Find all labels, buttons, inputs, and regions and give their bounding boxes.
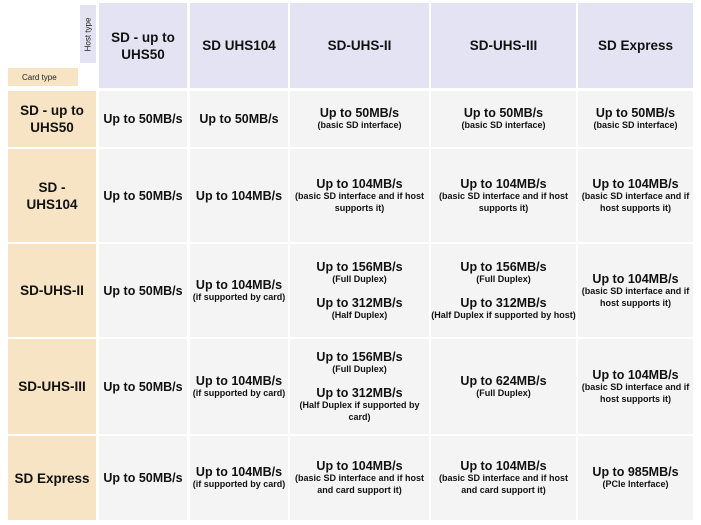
speed-value: Up to 104MB/s: [195, 188, 283, 203]
speed-value: Up to 50MB/s: [103, 471, 183, 485]
host-type-label: Host type: [80, 5, 96, 63]
row-header: SD - up to UHS50: [8, 91, 96, 147]
speed-note: (Full Duplex): [476, 273, 531, 284]
cell-content: [193, 466, 286, 490]
column-header: SD Express: [578, 3, 693, 88]
speed-note: (PCIe Interface): [602, 479, 669, 489]
cell-content: [316, 261, 402, 321]
table-cell: [99, 436, 187, 520]
speed-note: (if supported by card): [192, 387, 286, 398]
speed-note: (basic SD interface): [593, 120, 678, 130]
speed-note: (basic SD interface): [317, 120, 402, 130]
speed-value: Up to 104MB/s: [195, 277, 283, 292]
table-cell: [431, 436, 576, 520]
cell-content: [103, 190, 182, 202]
table-cell: [99, 91, 187, 147]
cell-content: [103, 285, 182, 297]
cell-content: [103, 472, 182, 484]
table-cell: [431, 91, 576, 147]
speed-note: (Full Duplex): [332, 363, 387, 374]
speed-value: Up to 104MB/s: [460, 459, 547, 473]
speed-value: Up to 156MB/s: [316, 349, 403, 364]
cell-content: [578, 273, 693, 309]
speed-value: Up to 312MB/s: [316, 295, 403, 310]
cell-content: [578, 369, 693, 405]
table-cell: [578, 91, 693, 147]
speed-value: Up to 312MB/s: [316, 385, 403, 400]
table-cell: [190, 244, 288, 337]
speed-note: (if supported by card): [192, 479, 286, 489]
speed-note: (Full Duplex): [332, 273, 387, 284]
speed-value: Up to 624MB/s: [460, 373, 547, 388]
cell-content: [196, 190, 282, 202]
speed-value: Up to 985MB/s: [592, 465, 679, 479]
table-cell: [290, 149, 429, 242]
table-cell: [578, 149, 693, 242]
speed-note: (basic SD interface and if host supports it): [581, 190, 690, 213]
table-cell: [99, 339, 187, 434]
row-header: SD Express: [8, 436, 96, 520]
cell-content: [592, 466, 678, 490]
table-cell: [290, 244, 429, 337]
table-cell: [190, 436, 288, 520]
speed-note: (if supported by card): [192, 291, 286, 302]
cell-content: [461, 107, 545, 131]
speed-value: Up to 50MB/s: [463, 106, 544, 120]
speed-value: Up to 50MB/s: [103, 283, 183, 298]
cell-content: [193, 279, 286, 303]
speed-note: (Full Duplex): [476, 387, 531, 398]
speed-value: Up to 50MB/s: [103, 112, 183, 126]
speed-value: Up to 104MB/s: [460, 176, 547, 191]
speed-value: Up to 50MB/s: [103, 379, 183, 394]
table-cell: [290, 339, 429, 434]
speed-value: Up to 50MB/s: [595, 106, 676, 120]
speed-value: Up to 50MB/s: [199, 112, 279, 126]
cell-content: [593, 107, 677, 131]
cell-content: [193, 375, 286, 399]
cell-content: [578, 178, 693, 214]
speed-value: Up to 104MB/s: [592, 271, 679, 286]
speed-value: Up to 312MB/s: [460, 295, 547, 310]
column-header: SD UHS104: [190, 3, 288, 88]
cell-content: [431, 178, 576, 214]
table-cell: [431, 149, 576, 242]
column-header: SD-UHS-II: [290, 3, 429, 88]
table-cell: [290, 91, 429, 147]
speed-value: Up to 156MB/s: [316, 259, 403, 274]
speed-value: Up to 104MB/s: [316, 176, 403, 191]
table-cell: [190, 91, 288, 147]
cell-content: [290, 351, 429, 423]
table-cell: [99, 149, 187, 242]
column-header: SD - up to UHS50: [99, 3, 187, 88]
cell-content: [103, 113, 182, 125]
speed-value: Up to 50MB/s: [319, 106, 400, 120]
row-header: SD-UHS-III: [8, 339, 96, 434]
speed-value: Up to 104MB/s: [592, 176, 679, 191]
speed-note: (basic SD interface and if host supports it): [581, 285, 690, 308]
cell-content: [290, 460, 429, 496]
speed-note: (basic SD interface and if host and card support it): [294, 473, 425, 495]
speed-note: (basic SD interface): [461, 120, 546, 130]
cell-content: [199, 113, 278, 125]
table-cell: [578, 244, 693, 337]
speed-note: (basic SD interface and if host supports it): [438, 190, 569, 213]
column-header: SD-UHS-III: [431, 3, 576, 88]
cell-content: [431, 261, 576, 321]
table-cell: [99, 244, 187, 337]
speed-value: Up to 104MB/s: [195, 373, 283, 388]
speed-value: Up to 104MB/s: [195, 465, 283, 479]
cell-content: [103, 381, 182, 393]
speed-note: (Half Duplex if supported by card): [299, 399, 420, 422]
speed-value: Up to 104MB/s: [316, 459, 403, 473]
cell-content: [317, 107, 401, 131]
speed-note: (basic SD interface and if host and card support it): [438, 473, 569, 495]
table-cell: [190, 149, 288, 242]
cell-content: [431, 460, 576, 496]
speed-note: (basic SD interface and if host supports it): [294, 190, 425, 213]
speed-value: Up to 156MB/s: [460, 259, 547, 274]
speed-note: (Half Duplex if supported by host): [431, 309, 576, 320]
table-cell: [578, 339, 693, 434]
table-cell: [431, 244, 576, 337]
card-type-label: Card type: [8, 68, 78, 86]
row-header: SD-UHS-II: [8, 244, 96, 337]
table-cell: [431, 339, 576, 434]
speed-value: Up to 104MB/s: [592, 367, 679, 382]
speed-note: (basic SD interface and if host supports it): [581, 381, 690, 404]
table-cell: [578, 436, 693, 520]
speed-note: (Half Duplex): [331, 309, 388, 320]
cell-content: [460, 375, 546, 399]
table-cell: [290, 436, 429, 520]
row-header: SD - UHS104: [8, 149, 96, 242]
cell-content: [290, 178, 429, 214]
table-cell: [190, 339, 288, 434]
speed-value: Up to 50MB/s: [103, 188, 183, 203]
